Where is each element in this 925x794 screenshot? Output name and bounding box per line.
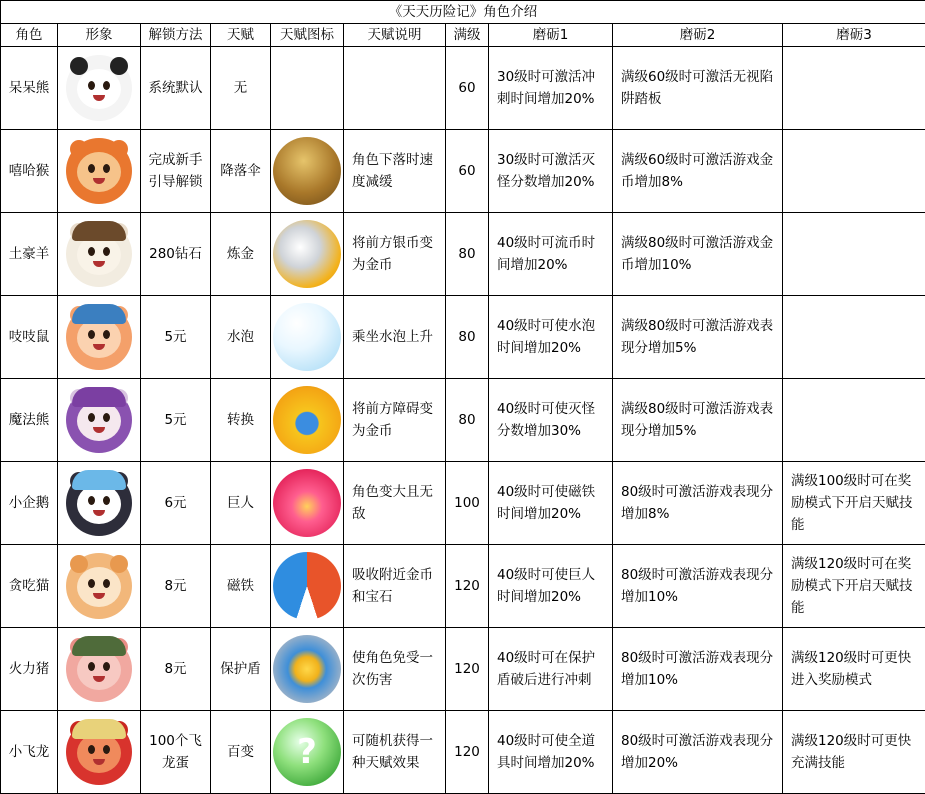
talent-icon-cell bbox=[271, 462, 344, 545]
max-level-cell: 60 bbox=[446, 130, 489, 213]
table-row bbox=[1, 628, 925, 711]
table-row bbox=[1, 379, 925, 462]
talent-description-cell: 将前方银币变为金币 bbox=[344, 213, 446, 296]
hone2-cell: 满级80级时可激活游戏表现分增加5% bbox=[613, 296, 783, 379]
talent-icon-cell bbox=[271, 213, 344, 296]
max-level-cell: 80 bbox=[446, 296, 489, 379]
hone1-cell: 40级时可使巨人时间增加20% bbox=[489, 545, 613, 628]
character-name-cell: 小飞龙 bbox=[1, 711, 58, 794]
character-name-cell: 魔法熊 bbox=[1, 379, 58, 462]
unlock-method-cell: 5元 bbox=[141, 296, 211, 379]
monkey-avatar-icon bbox=[66, 138, 132, 204]
avatar-cell bbox=[58, 296, 141, 379]
avatar-cell bbox=[58, 47, 141, 130]
penguin-avatar-icon bbox=[66, 470, 132, 536]
hone3-cell bbox=[783, 296, 925, 379]
talent-description-cell: 乘坐水泡上升 bbox=[344, 296, 446, 379]
hone3-cell bbox=[783, 213, 925, 296]
talent-description-cell: 将前方障碍变为金币 bbox=[344, 379, 446, 462]
character-name-cell: 贪吃猫 bbox=[1, 545, 58, 628]
max-level-cell: 60 bbox=[446, 47, 489, 130]
hone3-cell: 满级120级时可在奖励模式下开启天赋技能 bbox=[783, 545, 925, 628]
table-row bbox=[1, 462, 925, 545]
hone2-cell: 80级时可激活游戏表现分增加8% bbox=[613, 462, 783, 545]
header-cell: 形象 bbox=[58, 24, 141, 47]
pig-avatar-icon bbox=[66, 636, 132, 702]
unlock-method-cell: 8元 bbox=[141, 628, 211, 711]
shield-icon bbox=[273, 635, 341, 703]
max-level-cell: 100 bbox=[446, 462, 489, 545]
talent-name-cell: 炼金 bbox=[211, 213, 271, 296]
hone2-cell: 满级80级时可激活游戏金币增加10% bbox=[613, 213, 783, 296]
talent-name-cell: 水泡 bbox=[211, 296, 271, 379]
hone1-cell: 30级时可激活冲刺时间增加20% bbox=[489, 47, 613, 130]
alchemy-coin-icon bbox=[273, 220, 341, 288]
talent-description-cell: 使角色免受一次伤害 bbox=[344, 628, 446, 711]
sheep-avatar-icon bbox=[66, 221, 132, 287]
hone1-cell: 40级时可使磁铁时间增加20% bbox=[489, 462, 613, 545]
unlock-method-cell: 8元 bbox=[141, 545, 211, 628]
giant-potion-icon bbox=[273, 469, 341, 537]
dragon-avatar-icon bbox=[66, 719, 132, 785]
bubble-icon bbox=[273, 303, 341, 371]
unlock-method-cell: 100个飞龙蛋 bbox=[141, 711, 211, 794]
hone1-cell: 30级时可激活灭怪分数增加20% bbox=[489, 130, 613, 213]
talent-icon-cell bbox=[271, 130, 344, 213]
table-row bbox=[1, 711, 925, 794]
character-name-cell: 火力猪 bbox=[1, 628, 58, 711]
panda-avatar-icon bbox=[66, 55, 132, 121]
max-level-cell: 120 bbox=[446, 628, 489, 711]
avatar-cell bbox=[58, 130, 141, 213]
hone1-cell: 40级时可使水泡时间增加20% bbox=[489, 296, 613, 379]
talent-name-cell: 磁铁 bbox=[211, 545, 271, 628]
table-row bbox=[1, 296, 925, 379]
hone3-cell bbox=[783, 130, 925, 213]
table-row bbox=[1, 545, 925, 628]
max-level-cell: 80 bbox=[446, 379, 489, 462]
hone2-cell: 满级60级时可激活无视陷阱踏板 bbox=[613, 47, 783, 130]
max-level-cell: 80 bbox=[446, 213, 489, 296]
character-name-cell: 吱吱鼠 bbox=[1, 296, 58, 379]
header-cell: 解锁方法 bbox=[141, 24, 211, 47]
talent-description-cell: 角色下落时速度减缓 bbox=[344, 130, 446, 213]
character-name-cell: 呆呆熊 bbox=[1, 47, 58, 130]
unlock-method-cell: 完成新手引导解锁 bbox=[141, 130, 211, 213]
hone2-cell: 80级时可激活游戏表现分增加10% bbox=[613, 628, 783, 711]
hone3-cell bbox=[783, 379, 925, 462]
avatar-cell bbox=[58, 628, 141, 711]
talent-name-cell: 百变 bbox=[211, 711, 271, 794]
talent-name-cell: 保护盾 bbox=[211, 628, 271, 711]
hone1-cell: 40级时可流币时间增加20% bbox=[489, 213, 613, 296]
cat-avatar-icon bbox=[66, 553, 132, 619]
talent-icon-cell bbox=[271, 545, 344, 628]
hone3-cell: 满级120级时可更快充满技能 bbox=[783, 711, 925, 794]
talent-icon-cell bbox=[271, 711, 344, 794]
hone2-cell: 满级80级时可激活游戏表现分增加5% bbox=[613, 379, 783, 462]
avatar-cell bbox=[58, 711, 141, 794]
header-cell: 天赋图标 bbox=[271, 24, 344, 47]
table-row bbox=[1, 47, 925, 130]
character-name-cell: 小企鹅 bbox=[1, 462, 58, 545]
avatar-cell bbox=[58, 462, 141, 545]
unlock-method-cell: 280钻石 bbox=[141, 213, 211, 296]
header-cell: 磨砺2 bbox=[613, 24, 783, 47]
table-row bbox=[1, 130, 925, 213]
hone3-cell: 满级100级时可在奖励模式下开启天赋技能 bbox=[783, 462, 925, 545]
hone2-cell: 满级60级时可激活游戏金币增加8% bbox=[613, 130, 783, 213]
avatar-cell bbox=[58, 379, 141, 462]
header-cell: 天赋 bbox=[211, 24, 271, 47]
hone1-cell: 40级时可使全道具时间增加20% bbox=[489, 711, 613, 794]
character-name-cell: 土豪羊 bbox=[1, 213, 58, 296]
hone2-cell: 80级时可激活游戏表现分增加10% bbox=[613, 545, 783, 628]
talent-icon-cell bbox=[271, 628, 344, 711]
parachute-icon bbox=[273, 137, 341, 205]
talent-name-cell: 巨人 bbox=[211, 462, 271, 545]
max-level-cell: 120 bbox=[446, 545, 489, 628]
hone1-cell: 40级时可在保护盾破后进行冲刺 bbox=[489, 628, 613, 711]
convert-potion-icon bbox=[273, 386, 341, 454]
talent-icon-cell bbox=[271, 47, 344, 130]
talent-description-cell: 角色变大且无敌 bbox=[344, 462, 446, 545]
header-cell: 磨砺3 bbox=[783, 24, 925, 47]
magic-bear-avatar-icon bbox=[66, 387, 132, 453]
table-row bbox=[1, 213, 925, 296]
table-title: 《天天历险记》角色介绍 bbox=[1, 1, 925, 24]
talent-description-cell: 可随机获得一种天赋效果 bbox=[344, 711, 446, 794]
hone3-cell bbox=[783, 47, 925, 130]
avatar-cell bbox=[58, 213, 141, 296]
avatar-cell bbox=[58, 545, 141, 628]
question-orb-icon: ? bbox=[273, 718, 341, 786]
header-cell: 天赋说明 bbox=[344, 24, 446, 47]
hone1-cell: 40级时可使灭怪分数增加30% bbox=[489, 379, 613, 462]
header-cell: 满级 bbox=[446, 24, 489, 47]
hone3-cell: 满级120级时可更快进入奖励模式 bbox=[783, 628, 925, 711]
header-cell: 角色 bbox=[1, 24, 58, 47]
character-name-cell: 嘻哈猴 bbox=[1, 130, 58, 213]
talent-name-cell: 降落伞 bbox=[211, 130, 271, 213]
magnet-icon bbox=[273, 552, 341, 620]
max-level-cell: 120 bbox=[446, 711, 489, 794]
mouse-avatar-icon bbox=[66, 304, 132, 370]
unlock-method-cell: 系统默认 bbox=[141, 47, 211, 130]
talent-description-cell: 吸收附近金币和宝石 bbox=[344, 545, 446, 628]
hone2-cell: 80级时可激活游戏表现分增加20% bbox=[613, 711, 783, 794]
talent-icon-cell bbox=[271, 296, 344, 379]
talent-icon-cell bbox=[271, 379, 344, 462]
unlock-method-cell: 5元 bbox=[141, 379, 211, 462]
unlock-method-cell: 6元 bbox=[141, 462, 211, 545]
talent-name-cell: 无 bbox=[211, 47, 271, 130]
talent-name-cell: 转换 bbox=[211, 379, 271, 462]
header-cell: 磨砺1 bbox=[489, 24, 613, 47]
header-row bbox=[1, 24, 925, 47]
talent-description-cell bbox=[344, 47, 446, 130]
